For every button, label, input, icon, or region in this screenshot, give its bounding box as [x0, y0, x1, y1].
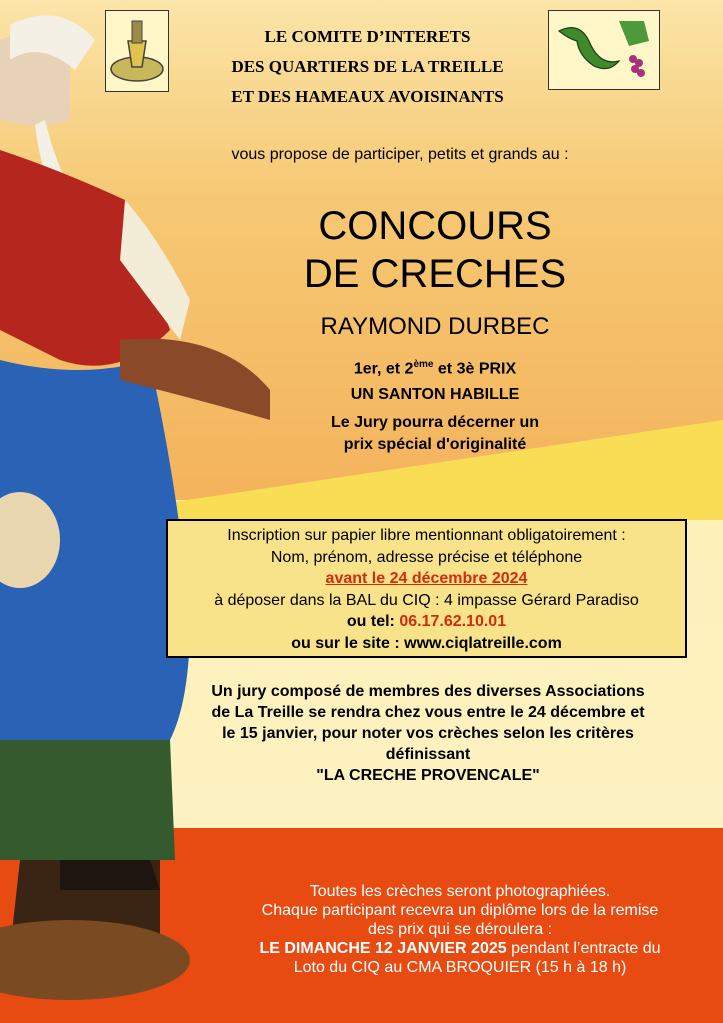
prize-ranks-superscript: ème: [413, 359, 434, 370]
contest-title: [300, 202, 570, 298]
prize-ranks-end: et 3è PRIX: [433, 360, 517, 378]
fountain-logo: [105, 10, 169, 92]
lizard-grapes-logo: [548, 10, 660, 90]
registration-deadline: [168, 568, 685, 590]
special-prize-note: [300, 412, 570, 456]
special-line-2: prix spécial d'originalité: [343, 436, 527, 453]
registration-line-2: Nom, prénom, adresse précise et téléphone: [270, 548, 583, 566]
registration-line-4: à déposer dans la BAL du CIQ : 4 impasse Gérard Paradiso: [214, 591, 639, 609]
special-line-1: Le Jury pourra décerner un: [330, 414, 540, 431]
footer-line-4: [205, 939, 715, 958]
phone-number[interactable]: 06.17.62.10.01: [399, 613, 507, 630]
registration-box: [166, 519, 687, 658]
footer-line-2: Chaque participant recevra un diplôme lors de la remise: [261, 902, 659, 919]
registration-phone-line: [168, 611, 685, 633]
ceremony-date: LE DIMANCHE 12 JANVIER 2025: [259, 940, 507, 957]
footer-info: [205, 882, 715, 977]
organizer-header: [190, 22, 545, 112]
header-line-1: LE COMITE D’INTERETS: [264, 27, 471, 46]
contest-subtitle: RAYMOND DURBEC: [320, 313, 550, 340]
header-line-2: DES QUARTIERS DE LA TREILLE: [231, 57, 504, 76]
details-line-1: Un jury composé de membres des diverses Associations: [211, 683, 645, 700]
footer-line-5: Loto du CIQ au CMA BROQUIER (15 h à 18 h): [293, 959, 627, 976]
details-line-3: le 15 janvier, pour noter vos crèches selon les critères: [222, 725, 634, 742]
footer-line-1: Toutes les crèches seront photographiées.: [309, 883, 611, 900]
prize-ranks-start: 1er, et 2: [353, 360, 414, 378]
header-line-3: ET DES HAMEAUX AVOISINANTS: [231, 87, 504, 106]
details-line-2: de La Treille se rendra chez vous entre le 24 décembre et: [211, 704, 645, 721]
tel-prefix: ou tel:: [346, 613, 400, 630]
deadline-text: avant le 24 décembre 2024: [325, 570, 528, 587]
registration-website[interactable]: ou sur le site : www.ciqlatreille.com: [291, 634, 562, 652]
registration-line-1: Inscription sur papier libre mentionnant obligatoirement :: [227, 527, 626, 544]
title-line-1: CONCOURS: [318, 204, 552, 248]
jury-details: [168, 681, 688, 786]
prize-reward: UN SANTON HABILLE: [350, 386, 520, 404]
title-line-2: DE CRECHES: [303, 252, 567, 296]
footer-line-4-rest: pendant l’entracte du: [506, 940, 661, 957]
details-line-4: définissant: [385, 746, 471, 763]
intro-text: vous propose de participer, petits et grands au :: [231, 146, 569, 163]
prizes-block: [310, 352, 560, 408]
footer-line-3: des prix qui se déroulera :: [367, 921, 553, 938]
prize-ranks: [310, 352, 560, 382]
details-line-5: "LA CRECHE PROVENCALE": [316, 767, 540, 784]
